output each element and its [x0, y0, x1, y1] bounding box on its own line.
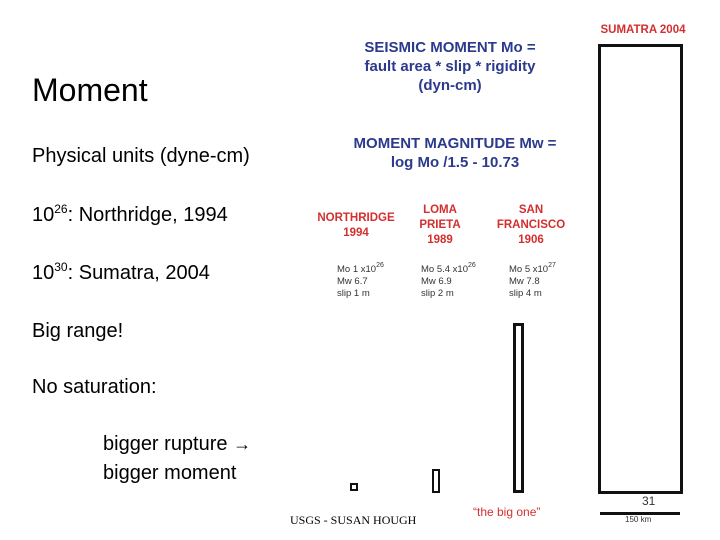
moment-magnitude-line-1: MOMENT MAGNITUDE Mw = [353, 135, 557, 152]
sumatra-text: : Sumatra, 2004 [67, 262, 210, 284]
northridge-rupture-rect [350, 483, 358, 491]
sumatra-base: 10 [32, 262, 55, 284]
seismic-moment-line-1: SEISMIC MOMENT Mo = [364, 39, 536, 56]
moment-magnitude-formula [326, 134, 584, 172]
bullet-northridge [32, 204, 228, 227]
san-francisco-slip: slip 4 m [509, 288, 542, 299]
slide-title: Moment [32, 72, 148, 108]
credit-text: USGS - SUSAN HOUGH [290, 513, 417, 527]
rupture-line-1: bigger rupture [103, 433, 228, 455]
page-number: 31 [642, 494, 656, 508]
bullet-big-range: Big range! [32, 320, 124, 342]
loma-prieta-slip: slip 2 m [421, 288, 454, 299]
loma-prieta-mo: Mo 5.4 $x10^{26}$ [421, 262, 476, 275]
northridge-base: 10 [32, 204, 55, 226]
loma-prieta-name-1: LOMA [423, 204, 457, 216]
loma-prieta-stats [421, 264, 476, 300]
northridge-stats [337, 264, 384, 300]
san-francisco-rupture-rect [513, 323, 524, 493]
san-francisco-mo: Mo 5 $x10^{27}$ [509, 262, 556, 275]
sumatra-rupture-rect [598, 44, 683, 494]
northridge-mo: Mo 1 $x10^{26}$ [337, 262, 384, 275]
northridge-text: : Northridge, 1994 [67, 204, 228, 226]
northridge-exponent: 26 [54, 202, 68, 216]
seismic-moment-line-2: fault area * slip * rigidity [364, 58, 536, 75]
loma-prieta-mw: Mw 6.9 [421, 276, 452, 287]
northridge-label [310, 211, 402, 241]
moment-magnitude-line-2: log Mo /1.5 - 10.73 [390, 154, 520, 171]
arrow-right-icon: → [233, 434, 252, 454]
loma-prieta-rupture-rect [432, 469, 440, 493]
seismic-moment-line-3: (dyn-cm) [418, 77, 482, 94]
san-francisco-stats [509, 264, 556, 300]
loma-prieta-label [405, 203, 475, 248]
loma-prieta-name-2: PRIETA [419, 219, 461, 231]
sumatra-exponent: 30 [54, 260, 68, 274]
bullet-no-saturation: No saturation: [32, 376, 157, 398]
scale-label: 150 km [625, 515, 652, 524]
seismic-moment-formula [340, 38, 560, 95]
northridge-year: 1994 [343, 227, 369, 239]
san-francisco-year: 1906 [518, 234, 544, 246]
big-one-caption: “the big one” [473, 505, 541, 519]
san-francisco-name-2: FRANCISCO [496, 219, 566, 231]
northridge-slip: slip 1 m [337, 288, 370, 299]
san-francisco-mw: Mw 7.8 [509, 276, 540, 287]
bullet-physical-units: Physical units (dyne-cm) [32, 145, 250, 167]
sub-bullet-moment: bigger moment [103, 462, 237, 484]
loma-prieta-year: 1989 [427, 234, 453, 246]
sumatra-label: SUMATRA 2004 [600, 24, 686, 36]
sub-bullet-rupture [103, 433, 251, 456]
northridge-name: NORTHRIDGE [317, 212, 395, 224]
san-francisco-label [487, 203, 575, 248]
northridge-mw: Mw 6.7 [337, 276, 368, 287]
san-francisco-name-1: SAN [518, 204, 544, 216]
bullet-sumatra [32, 262, 210, 285]
